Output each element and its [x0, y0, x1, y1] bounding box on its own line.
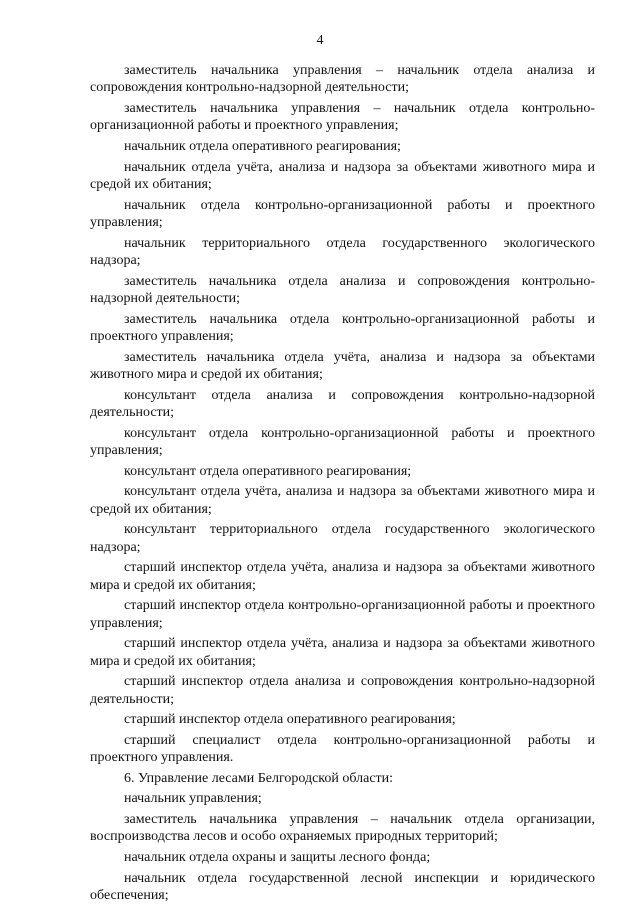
list-item: консультант отдела анализа и сопровождения контрольно-надзорной деятельности;: [90, 387, 595, 420]
list-item: начальник территориального отдела государственного экологического надзора;: [90, 235, 595, 268]
list-item: консультант отдела контрольно-организационной работы и проектного управления;: [90, 425, 595, 458]
list-item: начальник отдела учёта, анализа и надзора за объектами животного мира и средой их обитания;: [90, 159, 595, 192]
section-heading: 6. Управление лесами Белгородской области:: [124, 770, 394, 786]
list-item: начальник отдела охраны и защиты лесного фонда;: [124, 849, 431, 865]
list-item: заместитель начальника отдела контрольно-организационной работы и проектного управления;: [90, 311, 595, 344]
list-item: заместитель начальника управления – начальник отдела анализа и сопровождения контрольно-надзорной деятельности;: [90, 63, 595, 96]
list-item: заместитель начальника управления – начальник отдела контрольно-организационной работы и проектного управления;: [90, 101, 595, 134]
list-item: старший инспектор отдела оперативного реагирования;: [124, 712, 456, 728]
page-number: 4: [316, 33, 324, 48]
list-item: старший инспектор отдела анализа и сопровождения контрольно-надзорной деятельности;: [90, 674, 595, 707]
list-item: старший инспектор отдела учёта, анализа и надзора за объектами животного мира и средой их обитания;: [90, 636, 595, 669]
list-item: начальник управления;: [124, 791, 262, 807]
list-item: консультант отдела оперативного реагирования;: [124, 463, 412, 479]
list-item: заместитель начальника управления – начальник отдела организации, воспроизводства лесов и особо охраняемых природных территорий;: [90, 811, 595, 845]
list-item: консультант отдела учёта, анализа и надзора за объектами животного мира и средой их обитания;: [90, 484, 595, 517]
list-item: консультант территориального отдела государственного экологического надзора;: [90, 522, 595, 555]
list-item: заместитель начальника отдела учёта, анализа и надзора за объектами животного мира и средой их обитания;: [90, 349, 595, 382]
list-item: начальник отдела контрольно-организационной работы и проектного управления;: [90, 197, 595, 230]
list-item: начальник отдела оперативного реагирования;: [124, 139, 401, 154]
list-item: начальник отдела государственной лесной инспекции и юридического обеспечения;: [90, 870, 595, 903]
document-body: [90, 62, 595, 908]
list-item: старший инспектор отдела контрольно-организационной работы и проектного управления;: [90, 598, 595, 631]
list-item: старший инспектор отдела учёта, анализа и надзора за объектами животного мира и средой их обитания;: [90, 560, 595, 593]
list-item: старший специалист отдела контрольно-организационной работы и проектного управления.: [90, 732, 595, 766]
list-item: заместитель начальника отдела анализа и сопровождения контрольно-надзорной деятельности;: [90, 273, 595, 306]
